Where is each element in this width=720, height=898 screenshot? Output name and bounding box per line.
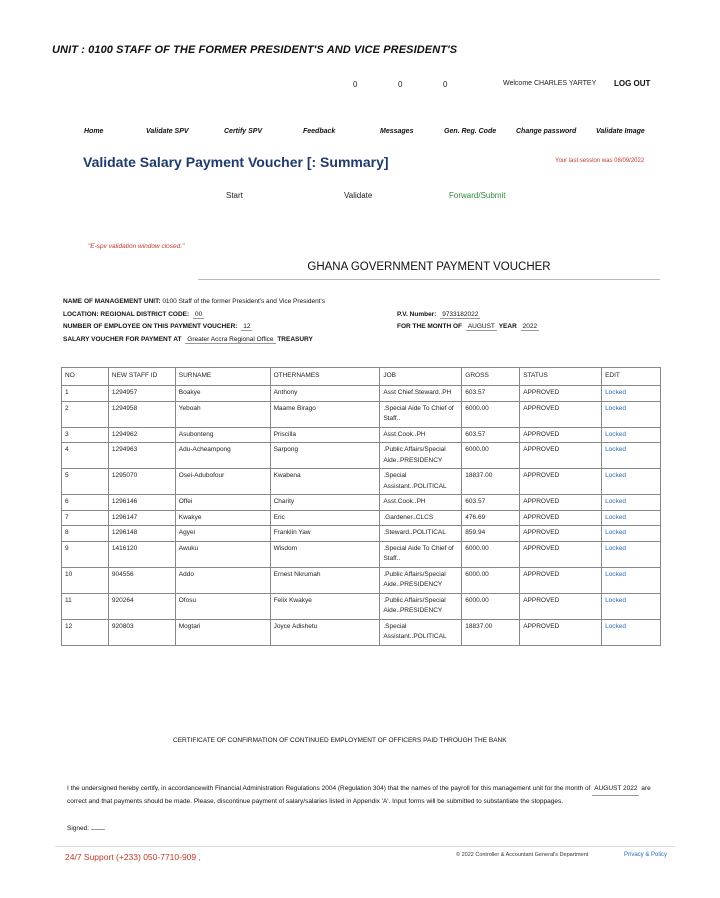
nav-messages[interactable]: Messages xyxy=(380,128,414,135)
status: APPROVED xyxy=(520,443,602,469)
nav-feedback[interactable]: Feedback xyxy=(303,128,336,135)
certificate-title: CERTIFICATE OF CONFIRMATION OF CONTINUED EMPLOYMENT OF OFFICERS PAID THROUGH THE BANK xyxy=(173,737,507,744)
page-title: Validate Salary Payment Voucher [: Summary] xyxy=(83,154,389,170)
othernames: Charity xyxy=(270,495,380,511)
table-row xyxy=(62,469,661,495)
table-row xyxy=(62,619,661,645)
status: APPROVED xyxy=(520,567,602,593)
location-line xyxy=(63,311,204,319)
step-validate[interactable]: Validate xyxy=(344,191,373,200)
gross: 6000.00 xyxy=(462,567,520,593)
certificate-text xyxy=(67,783,662,808)
location-value: 00 xyxy=(194,311,203,318)
job: .Special Assistant..POLITICAL xyxy=(380,469,462,495)
staff-id: 904556 xyxy=(108,567,175,593)
step-start[interactable]: Start xyxy=(226,191,243,200)
signature-blank xyxy=(91,829,105,830)
employees-line xyxy=(63,323,252,331)
privacy-policy-link[interactable]: Privacy & Policy xyxy=(624,852,668,858)
job: .Public Affairs/Special Aide..PRESIDENCY xyxy=(380,567,462,593)
table-row xyxy=(62,427,661,443)
staff-id: 1295070 xyxy=(108,469,175,495)
surname: Boakye xyxy=(175,386,270,402)
col-header-job: JOB xyxy=(380,368,462,386)
gross: 603.57 xyxy=(462,495,520,511)
col-header-surname: SURNAME xyxy=(175,368,270,386)
row-no: 5 xyxy=(62,469,109,495)
row-no: 4 xyxy=(62,443,109,469)
edit-link[interactable]: Locked xyxy=(602,567,661,593)
gross: 6000.00 xyxy=(462,541,520,567)
signed-label: Signed: xyxy=(67,825,90,832)
surname: Ofosu xyxy=(175,593,270,619)
surname: Awuku xyxy=(175,541,270,567)
job: .Special Aide To Chief of Staff.. xyxy=(380,541,462,567)
counter-2[interactable]: 0 xyxy=(398,80,403,89)
edit-link[interactable]: Locked xyxy=(602,619,661,645)
othernames: Anthony xyxy=(270,386,380,402)
status: APPROVED xyxy=(520,619,602,645)
pv-number-line xyxy=(397,311,480,319)
edit-link[interactable]: Locked xyxy=(602,526,661,542)
row-no: 10 xyxy=(62,567,109,593)
edit-link[interactable]: Locked xyxy=(602,541,661,567)
row-no: 6 xyxy=(62,495,109,511)
col-header-status: STATUS xyxy=(520,368,602,386)
othernames: Priscilla xyxy=(270,427,380,443)
gross: 476.69 xyxy=(462,510,520,526)
month-label: FOR THE MONTH OF xyxy=(397,323,462,330)
nav-validate-image[interactable]: Validate Image xyxy=(596,128,645,135)
edit-link[interactable]: Locked xyxy=(602,401,661,427)
copyright-notice: © 2022 Controller & Accountant General's Department xyxy=(456,852,589,858)
row-no: 8 xyxy=(62,526,109,542)
welcome-text: Welcome CHARLES YARTEY xyxy=(503,80,597,87)
row-no: 12 xyxy=(62,619,109,645)
espv-status-message: "E-spv validation window closed." xyxy=(88,243,185,250)
row-no: 9 xyxy=(62,541,109,567)
pv-number-label: P.V. Number: xyxy=(397,311,437,318)
status: APPROVED xyxy=(520,541,602,567)
surname: Agyei xyxy=(175,526,270,542)
othernames: Maame Birago xyxy=(270,401,380,427)
edit-link[interactable]: Locked xyxy=(602,469,661,495)
job: Asst.Cook..PH xyxy=(380,427,462,443)
othernames: Joyce Adishetu xyxy=(270,619,380,645)
table-row xyxy=(62,593,661,619)
status: APPROVED xyxy=(520,510,602,526)
month-value: AUGUST xyxy=(467,323,495,330)
step-forward-submit[interactable]: Forward/Submit xyxy=(449,191,506,200)
gross: 603.57 xyxy=(462,386,520,402)
col-header-othernames: OTHERNAMES xyxy=(270,368,380,386)
surname: Yeboah xyxy=(175,401,270,427)
staff-id: 1416120 xyxy=(108,541,175,567)
unit-title: UNIT : 0100 STAFF OF THE FORMER PRESIDENT'S AND VICE PRESIDENT'S xyxy=(52,44,458,56)
edit-link[interactable]: Locked xyxy=(602,510,661,526)
nav-certify-spv[interactable]: Certify SPV xyxy=(224,128,263,135)
job: .Public Affairs/Special Aide..PRESIDENCY xyxy=(380,443,462,469)
table-row xyxy=(62,386,661,402)
staff-id: 1296148 xyxy=(108,526,175,542)
staff-id: 1294963 xyxy=(108,443,175,469)
nav-validate-spv[interactable]: Validate SPV xyxy=(146,128,189,135)
employees-label: NUMBER OF EMPLOYEE ON THIS PAYMENT VOUCHER: xyxy=(63,323,238,330)
col-header-gross: GROSS xyxy=(462,368,520,386)
footer-divider xyxy=(55,846,675,847)
last-session-note: Your last session was 08/09/2022 xyxy=(555,158,645,164)
management-unit-label: NAME OF MANAGEMENT UNIT: xyxy=(63,298,161,305)
staff-id: 1296146 xyxy=(108,495,175,511)
job: .Steward..POLITICAL xyxy=(380,526,462,542)
pv-number-value: 9733182022 xyxy=(442,311,479,318)
logout-link[interactable]: LOG OUT xyxy=(614,79,651,88)
month-year-line xyxy=(397,323,539,331)
othernames: Kwabena xyxy=(270,469,380,495)
edit-link[interactable]: Locked xyxy=(602,386,661,402)
status: APPROVED xyxy=(520,593,602,619)
othernames: Eric xyxy=(270,510,380,526)
table-row xyxy=(62,541,661,567)
col-header-staff-id: NEW STAFF ID xyxy=(108,368,175,386)
col-header-edit: EDIT xyxy=(602,368,661,386)
certificate-month-year: AUGUST 2022 xyxy=(592,783,639,796)
certificate-text-after: are correct and that payments should be made. Please, discontinue payment of salary/salaries listed in Appendix 'A'. Input forms will be submitted to substantiate the stoppages. xyxy=(67,785,651,805)
surname: Asubonteng xyxy=(175,427,270,443)
gross: 6000.00 xyxy=(462,401,520,427)
salary-label: SALARY VOUCHER FOR PAYMENT AT xyxy=(63,336,182,343)
surname: Osei-Adubofour xyxy=(175,469,270,495)
othernames: Felix Kwakye xyxy=(270,593,380,619)
employees-value: 12 xyxy=(243,323,251,330)
staff-id: 1296147 xyxy=(108,510,175,526)
job: Asst Chief.Steward..PH xyxy=(380,386,462,402)
job: .Gardener..CLCS xyxy=(380,510,462,526)
location-label: LOCATION: REGIONAL DISTRICT CODE: xyxy=(63,311,190,318)
row-no: 2 xyxy=(62,401,109,427)
table-row xyxy=(62,510,661,526)
staff-id: 1294958 xyxy=(108,401,175,427)
gross: 603.57 xyxy=(462,427,520,443)
support-contact[interactable]: 24/7 Support (+233) 050-7710-909 , xyxy=(65,852,201,862)
status: APPROVED xyxy=(520,469,602,495)
row-no: 3 xyxy=(62,427,109,443)
job: Asst.Cook..PH xyxy=(380,495,462,511)
staff-id: 1294962 xyxy=(108,427,175,443)
status: APPROVED xyxy=(520,386,602,402)
surname: Adu-Acheampong xyxy=(175,443,270,469)
salary-line xyxy=(63,336,313,344)
staff-id: 1294957 xyxy=(108,386,175,402)
status: APPROVED xyxy=(520,526,602,542)
gross: 18837.00 xyxy=(462,619,520,645)
row-no: 11 xyxy=(62,593,109,619)
edit-link[interactable]: Locked xyxy=(602,443,661,469)
voucher-header: GHANA GOVERNMENT PAYMENT VOUCHER xyxy=(198,261,660,280)
job: .Special Assistant..POLITICAL xyxy=(380,619,462,645)
gross: 18837.00 xyxy=(462,469,520,495)
job: .Special Aide To Chief of Staff.. xyxy=(380,401,462,427)
surname: Mogtari xyxy=(175,619,270,645)
gross: 6000.00 xyxy=(462,443,520,469)
nav-change-password[interactable]: Change password xyxy=(516,128,577,135)
nav-gen-reg-code[interactable]: Gen. Reg. Code xyxy=(444,128,497,135)
salary-value: Greater Accra Regional Office xyxy=(187,336,274,343)
table-row xyxy=(62,567,661,593)
status: APPROVED xyxy=(520,427,602,443)
management-unit-value: 0100 Staff of the former President's and Vice President's xyxy=(162,298,325,305)
gross: 6000.00 xyxy=(462,593,520,619)
othernames: Sarpong xyxy=(270,443,380,469)
management-unit-line xyxy=(63,298,325,305)
edit-link[interactable]: Locked xyxy=(602,495,661,511)
staff-table-body xyxy=(62,386,661,646)
staff-id: 920803 xyxy=(108,619,175,645)
nav-home[interactable]: Home xyxy=(84,128,104,135)
surname: Offei xyxy=(175,495,270,511)
row-no: 1 xyxy=(62,386,109,402)
year-value: 2022 xyxy=(522,323,538,330)
table-header-row xyxy=(62,368,661,386)
othernames: Franklin Yaw xyxy=(270,526,380,542)
counter-1[interactable]: 0 xyxy=(353,80,358,89)
col-header-no: NO xyxy=(62,368,109,386)
gross: 859.94 xyxy=(462,526,520,542)
signed-line xyxy=(67,825,105,832)
edit-link[interactable]: Locked xyxy=(602,593,661,619)
othernames: Ernest Nkrumah xyxy=(270,567,380,593)
edit-link[interactable]: Locked xyxy=(602,427,661,443)
salary-suffix: TREASURY xyxy=(277,336,313,343)
staff-table xyxy=(61,367,661,646)
status: APPROVED xyxy=(520,401,602,427)
row-no: 7 xyxy=(62,510,109,526)
othernames: Wisdom xyxy=(270,541,380,567)
year-label: YEAR xyxy=(498,323,517,330)
job: .Public Affairs/Special Aide..PRESIDENCY xyxy=(380,593,462,619)
table-row xyxy=(62,495,661,511)
table-row xyxy=(62,526,661,542)
table-row xyxy=(62,401,661,427)
table-row xyxy=(62,443,661,469)
certificate-text-before: I the undersigned hereby certify, in accordancewith Financial Administration Regulations 2004 (Regulation 304) that the names of the payroll for this management unit for the month of xyxy=(67,785,591,792)
surname: Addo xyxy=(175,567,270,593)
status: APPROVED xyxy=(520,495,602,511)
surname: Kwakye xyxy=(175,510,270,526)
staff-id: 920264 xyxy=(108,593,175,619)
counter-3[interactable]: 0 xyxy=(443,80,448,89)
